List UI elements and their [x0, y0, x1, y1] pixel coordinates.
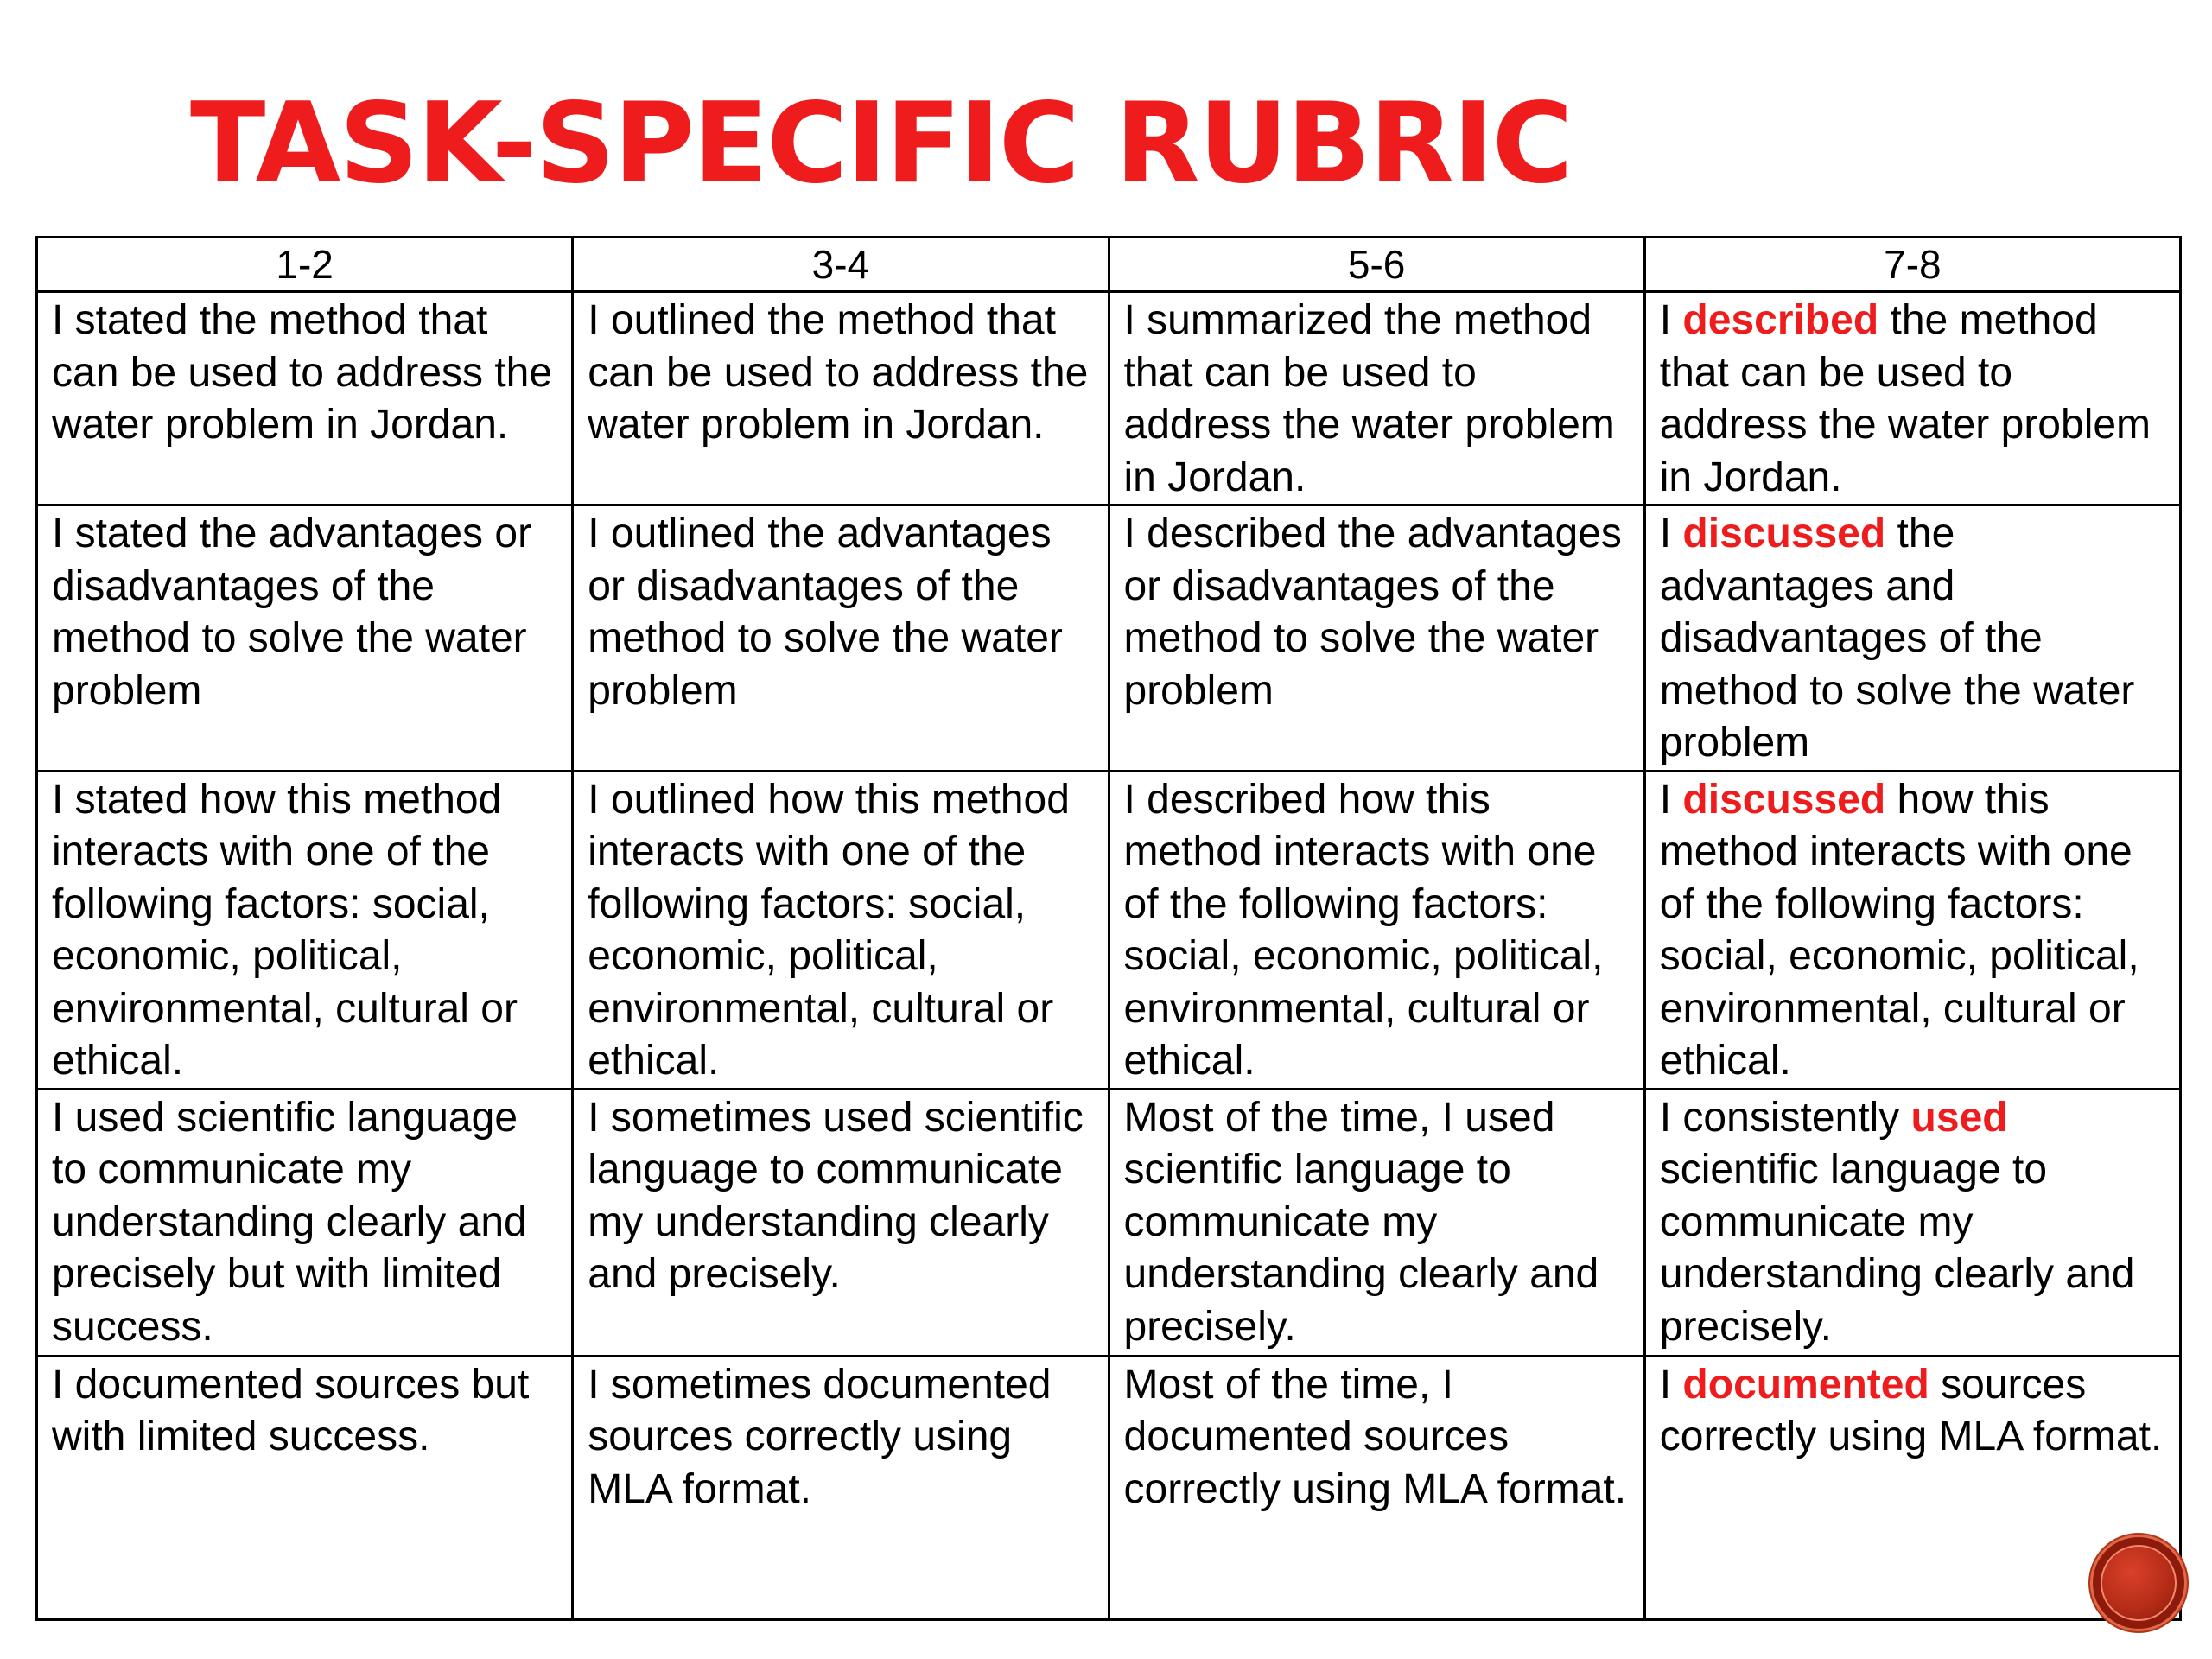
rubric-cell: I summarized the method that can be used to address the water problem in Jordan. [1109, 292, 1644, 505]
cell-text-after: the advantages and disadvantages of the method to solve the water problem [1659, 511, 2135, 766]
score-header-7-8: 7-8 [1644, 238, 2180, 292]
slide-logo-icon [2090, 1535, 2187, 1631]
rubric-cell-top-level [1644, 771, 2180, 1089]
slide-logo-inner-circle [2101, 1545, 2177, 1621]
cell-text-before: I [1659, 297, 1683, 343]
rubric-row-sources [37, 1356, 2181, 1619]
cell-text-before: I [1659, 776, 1683, 823]
keyword-highlight: used [1910, 1094, 2008, 1141]
rubric-cell: I used scientific language to communicate my understanding clearly and precisely but with limited success. [37, 1089, 573, 1356]
rubric-cell-top-level [1644, 1089, 2180, 1356]
score-header-1-2: 1-2 [37, 238, 573, 292]
cell-text-after: sources correctly using MLA format. [1659, 1361, 2163, 1459]
score-header-5-6: 5-6 [1109, 238, 1644, 292]
keyword-highlight: discussed [1682, 776, 1886, 823]
rubric-cell-top-level [1644, 505, 2180, 772]
rubric-cell: I described how this method interacts with one of the following factors: social, economic, political, environmental, cultural or ethical. [1109, 771, 1644, 1089]
cell-text-before: I [1659, 1361, 1683, 1408]
rubric-cell: I sometimes documented sources correctly using MLA format. [573, 1356, 1109, 1619]
rubric-cell: I documented sources but with limited success. [37, 1356, 573, 1619]
keyword-highlight: described [1682, 297, 1879, 343]
rubric-cell: I stated the method that can be used to address the water problem in Jordan. [37, 292, 573, 505]
rubric-cell: I outlined how this method interacts with one of the following factors: social, economic, political, environmental, cultural or ethical. [573, 771, 1109, 1089]
keyword-highlight: discussed [1682, 511, 1886, 556]
rubric-table [35, 236, 2182, 1621]
rubric-header-row [37, 238, 2181, 292]
cell-text-before: I consistently [1659, 1094, 1911, 1141]
cell-text-after: how this method interacts with one of the following factors: social, economic, political, environmental, cultural or ethical. [1659, 776, 2139, 1084]
slide-title: TASK-SPECIFIC RUBRIC [190, 79, 1572, 208]
rubric-cell: I stated the advantages or disadvantages of the method to solve the water problem [37, 505, 573, 772]
rubric-row-language [37, 1089, 2181, 1356]
rubric-cell: I sometimes used scientific language to communicate my understanding clearly and precisely. [573, 1089, 1109, 1356]
rubric-cell: I stated how this method interacts with one of the following factors: social, economic, political, environmental, cultural or ethical. [37, 771, 573, 1089]
rubric-cell-top-level [1644, 292, 2180, 505]
cell-text-after: scientific language to communicate my understanding clearly and precisely. [1659, 1147, 2135, 1350]
rubric-cell: I outlined the method that can be used to address the water problem in Jordan. [573, 292, 1109, 505]
rubric-cell: Most of the time, I documented sources correctly using MLA format. [1109, 1356, 1644, 1619]
rubric-cell: Most of the time, I used scientific language to communicate my understanding clearly and precisely. [1109, 1089, 1644, 1356]
rubric-row-factors [37, 771, 2181, 1089]
score-header-3-4: 3-4 [573, 238, 1109, 292]
rubric-cell: I described the advantages or disadvantages of the method to solve the water problem [1109, 505, 1644, 772]
rubric-row-advantages [37, 505, 2181, 772]
keyword-highlight: documented [1682, 1361, 1929, 1408]
rubric-row-method [37, 292, 2181, 505]
cell-text-after: the method that can be used to address the water problem in Jordan. [1659, 297, 2152, 500]
rubric-cell: I outlined the advantages or disadvantages of the method to solve the water problem [573, 505, 1109, 772]
cell-text-before: I [1659, 511, 1683, 556]
